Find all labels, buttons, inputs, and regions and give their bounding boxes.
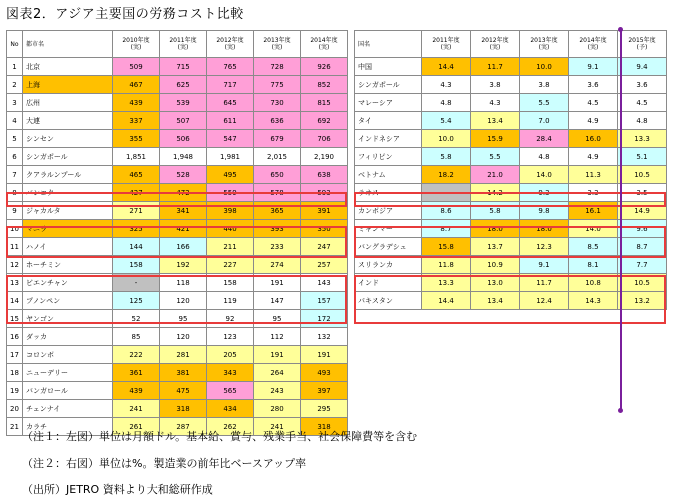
country-name: パキスタン: [355, 292, 422, 310]
cost-cell: 95: [254, 310, 301, 328]
rate-cell: 3.8: [520, 76, 569, 94]
cost-cell: 439: [113, 382, 160, 400]
rate-cell: 3.3: [569, 184, 618, 202]
cost-cell: 191: [254, 346, 301, 364]
rate-cell: 4.8: [618, 112, 667, 130]
rate-cell: 28.4: [520, 130, 569, 148]
cost-cell: 192: [160, 256, 207, 274]
rate-cell: 14.4: [422, 58, 471, 76]
cost-cell: 241: [254, 418, 301, 436]
rate-cell: 16.1: [569, 202, 618, 220]
cost-cell: 85: [113, 328, 160, 346]
city-name: ビエンチャン: [23, 274, 113, 292]
cost-cell: 243: [254, 382, 301, 400]
cost-cell: 547: [207, 130, 254, 148]
column-header: 2010年度 (実): [113, 31, 160, 58]
rate-cell: 7.7: [618, 256, 667, 274]
cost-cell: 434: [207, 400, 254, 418]
row-number: 8: [7, 184, 23, 202]
rate-cell: 14.3: [569, 292, 618, 310]
cost-cell: 439: [113, 94, 160, 112]
rate-cell: 4.3: [471, 94, 520, 112]
rate-cell: 13.2: [618, 292, 667, 310]
cost-cell: 355: [113, 130, 160, 148]
row-number: 2: [7, 76, 23, 94]
cost-cell: 318: [301, 418, 348, 436]
table-row: [7, 76, 348, 94]
cost-cell: 227: [207, 256, 254, 274]
cost-cell: 52: [113, 310, 160, 328]
cost-cell: 539: [160, 94, 207, 112]
cost-cell: 158: [113, 256, 160, 274]
highlight-box-vietnam-cities: [6, 226, 347, 258]
rate-cell: 3.6: [618, 76, 667, 94]
country-name: スリランカ: [355, 256, 422, 274]
country-name: ラオス: [355, 184, 422, 202]
city-name: ホーチミン: [23, 256, 113, 274]
row-number: 7: [7, 166, 23, 184]
cost-cell: 2,015: [254, 148, 301, 166]
row-number: 21: [7, 418, 23, 436]
column-header: 2013年度 (実): [520, 31, 569, 58]
cost-cell: 166: [160, 238, 207, 256]
cost-cell: 341: [160, 202, 207, 220]
forecast-marker-dot-top: [618, 27, 623, 32]
country-name: タイ: [355, 112, 422, 130]
rate-cell: 4.9: [569, 112, 618, 130]
cost-cell: 95: [160, 310, 207, 328]
rate-cell: 8.1: [569, 256, 618, 274]
city-name: ヤンゴン: [23, 310, 113, 328]
cost-cell: 325: [113, 220, 160, 238]
row-number: 4: [7, 112, 23, 130]
city-name: プノンペン: [23, 292, 113, 310]
row-number: 9: [7, 202, 23, 220]
cost-cell: 391: [301, 202, 348, 220]
rate-cell: 18.0: [471, 220, 520, 238]
cost-cell: 495: [207, 166, 254, 184]
cost-cell: 318: [160, 400, 207, 418]
row-number: 12: [7, 256, 23, 274]
rate-cell: 11.7: [520, 274, 569, 292]
cost-cell: 625: [160, 76, 207, 94]
cost-cell: 92: [207, 310, 254, 328]
country-name: ベトナム: [355, 166, 422, 184]
cost-cell: 264: [254, 364, 301, 382]
city-name: マニラ: [23, 220, 113, 238]
row-number: 3: [7, 94, 23, 112]
country-name: マレーシア: [355, 94, 422, 112]
table-row: [7, 328, 348, 346]
row-number: 1: [7, 58, 23, 76]
row-number: 20: [7, 400, 23, 418]
rate-cell: 4.3: [422, 76, 471, 94]
column-header: 2015年度 (予): [618, 31, 667, 58]
rate-cell: 11.8: [422, 256, 471, 274]
row-number: 16: [7, 328, 23, 346]
cost-cell: 262: [207, 418, 254, 436]
cost-cell: 467: [113, 76, 160, 94]
rate-cell: 7.0: [520, 112, 569, 130]
row-number: 6: [7, 148, 23, 166]
rate-cell: 13.0: [471, 274, 520, 292]
rate-cell: 10.8: [569, 274, 618, 292]
rate-cell: 5.8: [471, 202, 520, 220]
table-row: [7, 130, 348, 148]
rate-cell: 9.1: [569, 58, 618, 76]
cost-cell: 559: [207, 184, 254, 202]
rate-cell: 9.8: [520, 202, 569, 220]
cost-cell: 717: [207, 76, 254, 94]
column-header: 2011年度 (実): [160, 31, 207, 58]
cost-cell: 143: [301, 274, 348, 292]
row-number: 11: [7, 238, 23, 256]
rate-cell: 15.8: [422, 238, 471, 256]
row-number: 18: [7, 364, 23, 382]
note-source: （出所）JETRO 資料より大和総研作成: [22, 483, 213, 496]
column-header: 都市名: [23, 31, 113, 58]
table-row: [7, 256, 348, 274]
table-row: [7, 94, 348, 112]
rate-cell: 10.9: [471, 256, 520, 274]
cost-cell: 222: [113, 346, 160, 364]
cost-cell: 233: [254, 238, 301, 256]
city-name: チェンナイ: [23, 400, 113, 418]
cost-cell: 157: [301, 292, 348, 310]
rate-cell: 10.5: [618, 166, 667, 184]
cost-cell: 361: [113, 364, 160, 382]
rate-cell: 8.7: [618, 238, 667, 256]
cost-cell: 421: [160, 220, 207, 238]
city-name: バンコク: [23, 184, 113, 202]
rate-cell: 4.5: [569, 94, 618, 112]
row-number: 15: [7, 310, 23, 328]
column-header: 2014年度 (実): [301, 31, 348, 58]
city-name: バンガロール: [23, 382, 113, 400]
cost-cell: 191: [254, 274, 301, 292]
row-number: 19: [7, 382, 23, 400]
cost-cell: 765: [207, 58, 254, 76]
cost-cell: 172: [301, 310, 348, 328]
city-name: 大連: [23, 112, 113, 130]
country-name: 中国: [355, 58, 422, 76]
city-name: カラチ: [23, 418, 113, 436]
country-name: インド: [355, 274, 422, 292]
city-name: 広州: [23, 94, 113, 112]
rate-cell: 14.4: [422, 292, 471, 310]
row-number: 13: [7, 274, 23, 292]
cost-cell: 472: [160, 184, 207, 202]
cost-cell: 147: [254, 292, 301, 310]
highlight-box-mekong-cities: [6, 275, 347, 324]
cost-cell: 191: [301, 346, 348, 364]
rate-cell: 5.5: [520, 94, 569, 112]
rate-cell: 14.0: [569, 220, 618, 238]
figure-title: 図表2．アジア主要国の労務コスト比較: [6, 7, 244, 22]
cost-cell: 706: [301, 130, 348, 148]
rate-cell: 12.3: [520, 238, 569, 256]
cost-cell: 593: [301, 184, 348, 202]
rate-cell: 13.3: [422, 274, 471, 292]
table-row: [7, 400, 348, 418]
cost-cell: 650: [254, 166, 301, 184]
cost-cell: 715: [160, 58, 207, 76]
cost-cell: 465: [113, 166, 160, 184]
column-header: 2011年度 (実): [422, 31, 471, 58]
cost-cell: 507: [160, 112, 207, 130]
note-left: （注１：左図）単位は月額ドル。基本給、賞与、残業手当、社会保障費等を含む: [22, 430, 418, 443]
cost-cell: 118: [160, 274, 207, 292]
cost-cell: 274: [254, 256, 301, 274]
cost-cell: 398: [207, 202, 254, 220]
cost-cell: 120: [160, 328, 207, 346]
rate-cell: 5.5: [471, 148, 520, 166]
city-name: クアラルンプール: [23, 166, 113, 184]
row-number: 10: [7, 220, 23, 238]
rate-cell: 3.5: [618, 184, 667, 202]
country-name: シンガポール: [355, 76, 422, 94]
rate-cell: 12.4: [520, 292, 569, 310]
cost-cell: 852: [301, 76, 348, 94]
city-name: 北京: [23, 58, 113, 76]
city-name: コロンボ: [23, 346, 113, 364]
rate-cell: 8.7: [422, 220, 471, 238]
city-name: ニューデリー: [23, 364, 113, 382]
cost-cell: 775: [254, 76, 301, 94]
cost-cell: 509: [113, 58, 160, 76]
city-name: シンガポール: [23, 148, 113, 166]
rate-cell: 13.4: [471, 292, 520, 310]
cost-cell: 645: [207, 94, 254, 112]
cost-cell: 120: [160, 292, 207, 310]
cost-cell: 287: [160, 418, 207, 436]
country-name: バングラデシュ: [355, 238, 422, 256]
cost-cell: 343: [207, 364, 254, 382]
rate-cell: 10.5: [618, 274, 667, 292]
cost-cell: 271: [113, 202, 160, 220]
cost-cell: 440: [207, 220, 254, 238]
cost-cell: 692: [301, 112, 348, 130]
cost-cell: 1,948: [160, 148, 207, 166]
cost-cell: 578: [254, 184, 301, 202]
column-header: No: [7, 31, 23, 58]
cost-cell: 730: [254, 94, 301, 112]
cost-cell: 397: [301, 382, 348, 400]
rate-cell: 11.3: [569, 166, 618, 184]
rate-cell: 14.2: [471, 184, 520, 202]
rate-cell: 3.8: [471, 76, 520, 94]
country-name: インドネシア: [355, 130, 422, 148]
forecast-marker-dot-bottom: [618, 408, 623, 413]
rate-cell: 10.0: [520, 58, 569, 76]
cost-cell: 679: [254, 130, 301, 148]
rate-cell: 11.7: [471, 58, 520, 76]
cost-cell: 475: [160, 382, 207, 400]
rate-cell: 4.5: [618, 94, 667, 112]
note-right: （注２：右図）単位は%。製造業の前年比ベースアップ率: [22, 457, 307, 470]
column-header: 2014年度 (実): [569, 31, 618, 58]
cost-cell: 1,981: [207, 148, 254, 166]
table-row: [7, 346, 348, 364]
cost-cell: 112: [254, 328, 301, 346]
cost-cell: 205: [207, 346, 254, 364]
country-name: カンボジア: [355, 202, 422, 220]
row-number: 14: [7, 292, 23, 310]
cost-cell: 281: [160, 346, 207, 364]
cost-cell: 123: [207, 328, 254, 346]
column-header: 2012年度 (実): [471, 31, 520, 58]
forecast-marker-line: [620, 30, 622, 410]
cost-cell: 337: [113, 112, 160, 130]
table-row: [7, 148, 348, 166]
rate-cell: 13.3: [618, 130, 667, 148]
cost-cell: -: [113, 274, 160, 292]
cost-cell: 125: [113, 292, 160, 310]
rate-cell: 9.3: [520, 184, 569, 202]
table-row: [7, 382, 348, 400]
country-name: フィリピン: [355, 148, 422, 166]
rate-cell: 4.8: [520, 148, 569, 166]
cost-cell: 528: [160, 166, 207, 184]
rate-cell: 9.1: [520, 256, 569, 274]
city-name: 上海: [23, 76, 113, 94]
city-name: ジャカルタ: [23, 202, 113, 220]
cost-cell: 638: [301, 166, 348, 184]
cost-cell: 493: [301, 364, 348, 382]
rate-cell: 8.6: [422, 202, 471, 220]
rate-cell: 13.7: [471, 238, 520, 256]
cost-cell: 636: [254, 112, 301, 130]
cost-cell: 1,851: [113, 148, 160, 166]
cost-cell: 295: [301, 400, 348, 418]
cost-cell: 427: [113, 184, 160, 202]
rate-cell: 13.4: [471, 112, 520, 130]
cost-cell: 565: [207, 382, 254, 400]
rate-cell: -: [422, 184, 471, 202]
table-row: [7, 112, 348, 130]
cost-cell: 280: [254, 400, 301, 418]
rate-cell: 21.0: [471, 166, 520, 184]
cost-cell: 132: [301, 328, 348, 346]
table-row: [7, 364, 348, 382]
cost-cell: 365: [254, 202, 301, 220]
cost-cell: 815: [301, 94, 348, 112]
cost-cell: 247: [301, 238, 348, 256]
cost-cell: 241: [113, 400, 160, 418]
table-header-row: [7, 31, 348, 58]
cost-cell: 2,190: [301, 148, 348, 166]
table-row: [7, 58, 348, 76]
column-header: 2012年度 (実): [207, 31, 254, 58]
rate-cell: 10.0: [422, 130, 471, 148]
cost-cell: 261: [113, 418, 160, 436]
cost-cell: 350: [301, 220, 348, 238]
cost-cell: 611: [207, 112, 254, 130]
row-number: 5: [7, 130, 23, 148]
column-header: 国名: [355, 31, 422, 58]
rate-cell: 5.8: [422, 148, 471, 166]
city-name: ハノイ: [23, 238, 113, 256]
city-name: ダッカ: [23, 328, 113, 346]
cost-cell: 381: [160, 364, 207, 382]
cost-cell: 144: [113, 238, 160, 256]
highlight-box-jakarta: [6, 192, 347, 207]
rate-cell: 18.0: [520, 220, 569, 238]
cost-cell: 211: [207, 238, 254, 256]
cost-cell: 393: [254, 220, 301, 238]
rate-cell: 5.4: [422, 112, 471, 130]
rate-cell: 4.9: [569, 148, 618, 166]
city-name: シンセン: [23, 130, 113, 148]
cost-cell: 506: [160, 130, 207, 148]
rate-cell: 14.0: [520, 166, 569, 184]
row-number: 17: [7, 346, 23, 364]
rate-cell: 4.8: [422, 94, 471, 112]
rate-cell: 5.1: [618, 148, 667, 166]
cost-cell: 926: [301, 58, 348, 76]
rate-cell: 18.2: [422, 166, 471, 184]
rate-cell: 8.5: [569, 238, 618, 256]
rate-cell: 15.9: [471, 130, 520, 148]
rate-cell: 9.6: [618, 220, 667, 238]
cost-cell: 728: [254, 58, 301, 76]
rate-cell: 16.0: [569, 130, 618, 148]
rate-cell: 9.4: [618, 58, 667, 76]
rate-cell: 3.6: [569, 76, 618, 94]
cost-cell: 257: [301, 256, 348, 274]
cost-cell: 119: [207, 292, 254, 310]
country-name: ミャンマー: [355, 220, 422, 238]
table-row: [7, 166, 348, 184]
column-header: 2013年度 (実): [254, 31, 301, 58]
cost-cell: 158: [207, 274, 254, 292]
rate-cell: 14.9: [618, 202, 667, 220]
